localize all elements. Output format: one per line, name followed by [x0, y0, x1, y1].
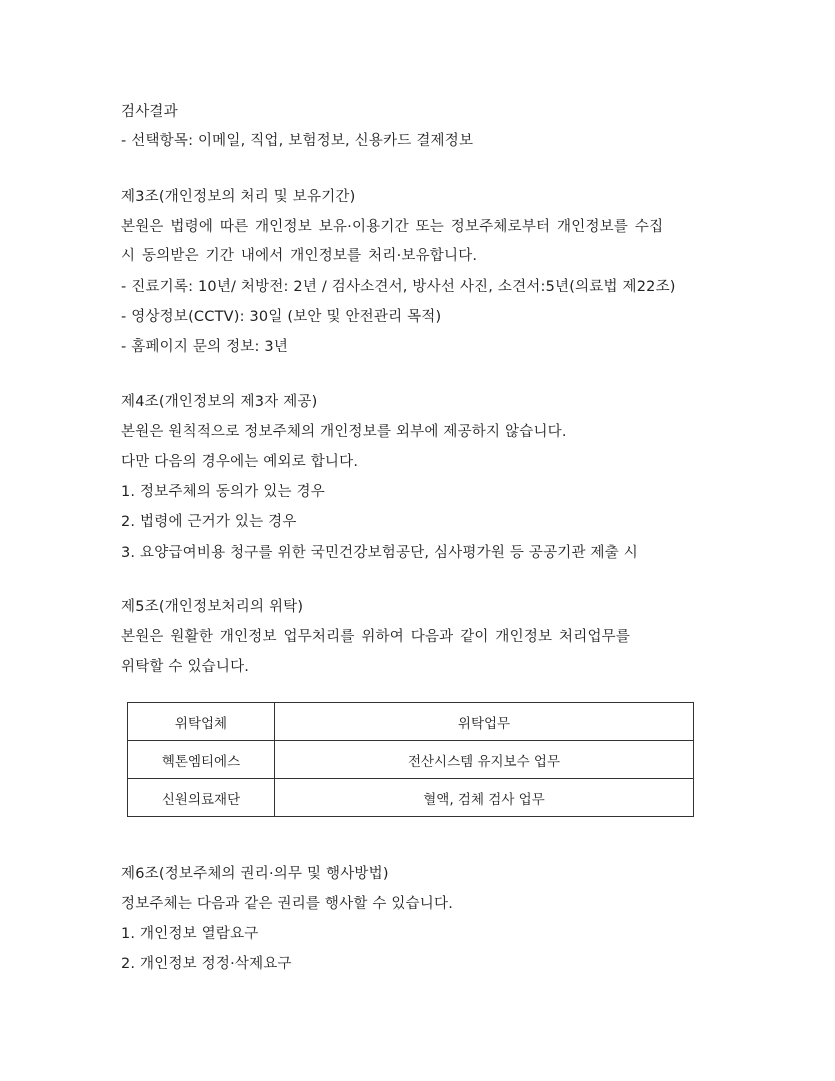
section-heading-results: 검사결과 [121, 104, 178, 120]
table-header-cell: 위탁업무 [275, 703, 694, 741]
article-5-heading: 제5조(개인정보처리의 위탁) [121, 599, 304, 615]
article-3-body-line: 시 동의받은 기간 내에서 개인정보를 처리·보유합니다. [121, 248, 478, 264]
article-5-body-line: 본원은 원활한 개인정보 업무처리를 위하여 다음과 같이 개인정보 처리업무를 [121, 629, 631, 645]
list-item: 2. 법령에 근거가 있는 경우 [121, 514, 297, 530]
article-4-body-line: 다만 다음의 경우에는 예외로 합니다. [121, 454, 359, 470]
list-item: - 영상정보(CCTV): 30일 (보안 및 안전관리 목적) [121, 309, 442, 325]
table-row [128, 741, 694, 779]
article-4-body-line: 본원은 원칙적으로 정보주체의 개인정보를 외부에 제공하지 않습니다. [121, 424, 567, 440]
table-header-cell: 위탁업체 [128, 703, 275, 741]
list-item: 1. 정보주체의 동의가 있는 경우 [121, 484, 325, 500]
article-3-heading: 제3조(개인정보의 처리 및 보유기간) [121, 189, 356, 205]
article-6-body-line: 정보주체는 다음과 같은 권리를 행사할 수 있습니다. [121, 896, 454, 912]
list-item: - 선택항목: 이메일, 직업, 보험정보, 신용카드 결제정보 [121, 133, 474, 149]
article-3-body-line: 본원은 법령에 따른 개인정보 보유·이용기간 또는 정보주체로부터 개인정보를 수집 [121, 219, 664, 235]
table-cell: 혈액, 검체 검사 업무 [275, 779, 694, 817]
article-5-body-line: 위탁할 수 있습니다. [121, 659, 250, 675]
list-item: - 홈페이지 문의 정보: 3년 [121, 339, 289, 355]
table-header-row [128, 703, 694, 741]
list-item: 2. 개인정보 정정·삭제요구 [121, 956, 292, 972]
outsourcing-table [127, 702, 694, 817]
article-4-heading: 제4조(개인정보의 제3자 제공) [121, 394, 318, 410]
list-item: 3. 요양급여비용 청구를 위한 국민건강보험공단, 심사평가원 등 공공기관 제출 시 [121, 545, 638, 561]
table-row [128, 779, 694, 817]
table-cell: 전산시스템 유지보수 업무 [275, 741, 694, 779]
article-6-heading: 제6조(정보주체의 권리·의무 및 행사방법) [121, 866, 389, 882]
table-cell: 혝톤엠티에스 [128, 741, 275, 779]
table-cell: 신원의료재단 [128, 779, 275, 817]
list-item: 1. 개인정보 열람요구 [121, 926, 259, 942]
list-item: - 진료기록: 10년/ 처방전: 2년 / 검사소견서, 방사선 사진, 소견서:5년(의료법 제22조) [121, 279, 676, 295]
